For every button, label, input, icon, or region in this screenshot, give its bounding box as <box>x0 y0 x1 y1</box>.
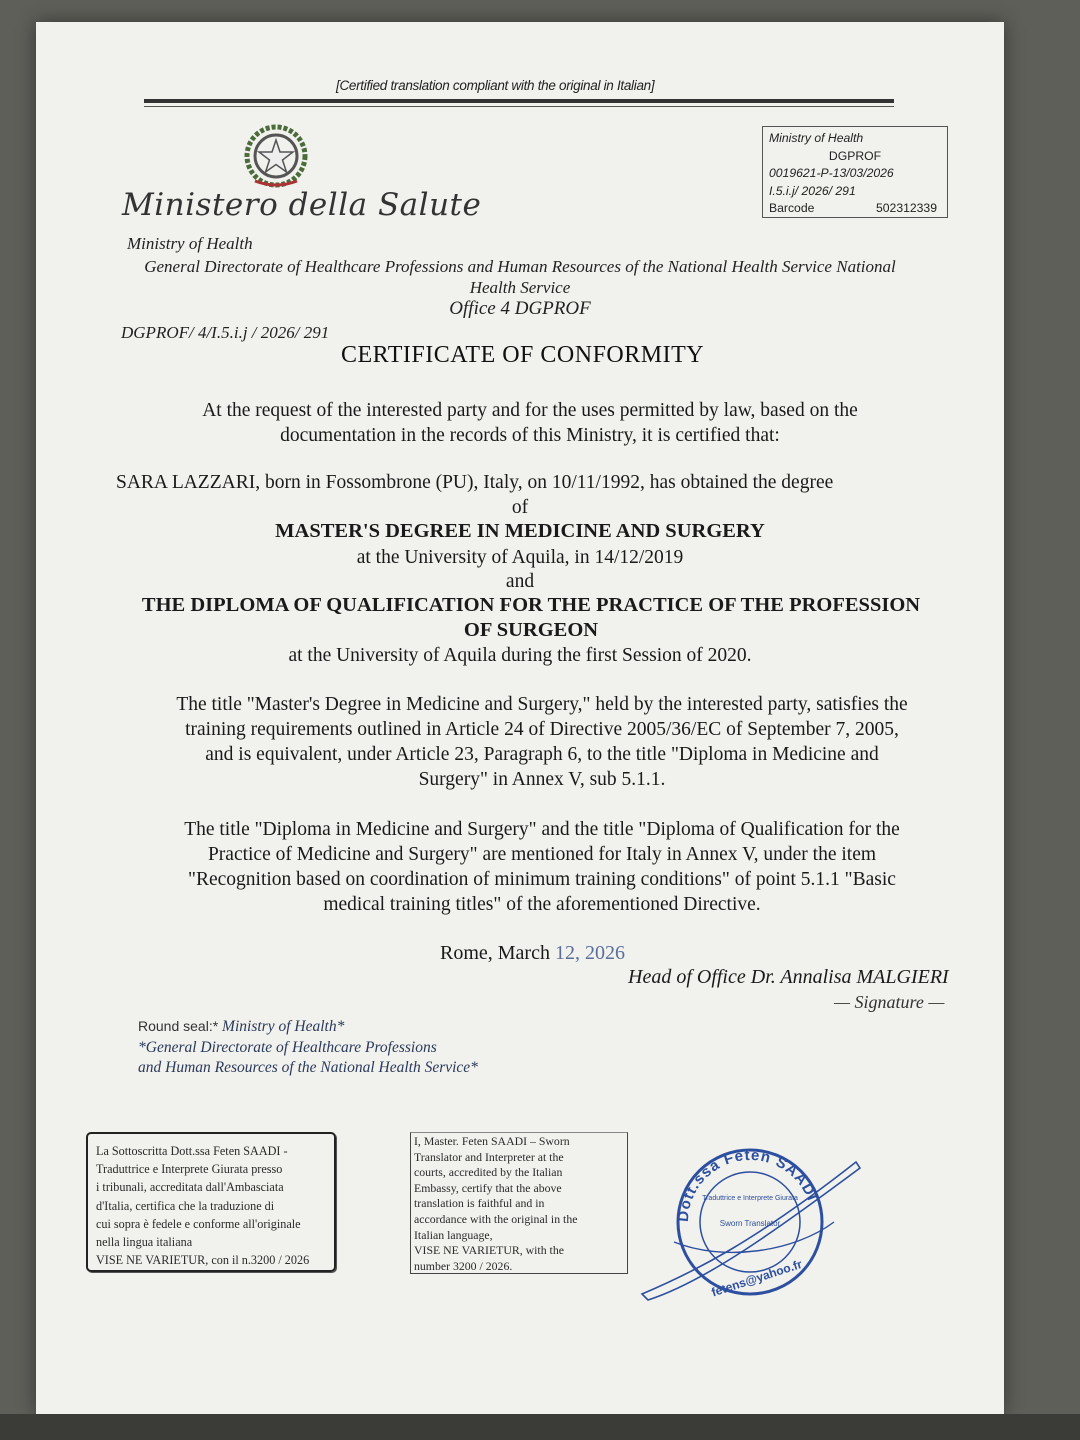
stamp-line: Traduttrice e Interprete Giurata presso <box>96 1162 283 1177</box>
place-date-prefix: Rome, March <box>440 942 555 964</box>
round-seal-note <box>138 1016 478 1079</box>
stamp-line: Embassy, certify that the above <box>414 1180 562 1195</box>
text-line: "Recognition based on coordination of minimum training conditions" of point 5.1.1 "Basic <box>188 869 896 890</box>
stamp-line: translation is faithful and in <box>414 1196 545 1211</box>
barcode-row <box>769 200 941 218</box>
text-line: medical training titles" of the aforementioned Directive. <box>323 894 761 915</box>
text-line: At the request of the interested party and for the uses permitted by law, based on the <box>202 400 858 421</box>
ministry-logotype: Ministero della Salute <box>122 187 482 223</box>
signature-placeholder: — Signature — <box>834 992 945 1012</box>
translator-stamp-italian <box>86 1132 336 1272</box>
translator-round-seal-icon <box>634 1122 864 1308</box>
stamp-line: VISE NE VARIETUR, con il n.3200 / 2026 <box>96 1253 310 1268</box>
stamp-line: nella lingua italiana <box>96 1235 193 1250</box>
seal-note-line: Ministry of Health* <box>218 1018 345 1035</box>
stamp-line: I, Master. Feten SAADI – Sworn <box>414 1134 570 1148</box>
directorate-name <box>36 256 1004 298</box>
document-page <box>36 22 1004 1414</box>
connector-and: and <box>505 571 535 592</box>
annex-paragraph <box>116 817 968 917</box>
head-of-office: Head of Office Dr. Annalisa MALGIERI <box>628 966 949 988</box>
intro-paragraph <box>146 398 914 448</box>
protocol-box <box>762 126 948 218</box>
office-name: Office 4 DGPROF <box>449 298 591 319</box>
photo-bottom-edge <box>0 1414 1080 1440</box>
seal-email: fetens@yahoo.fr <box>709 1256 804 1300</box>
handwritten-date: 12, 2026 <box>554 942 625 964</box>
text-line: The title "Diploma in Medicine and Surgery" and the title "Diploma of Qualification for the <box>184 819 900 840</box>
certified-translation-note: [Certified translation compliant with the original in Italian] <box>336 78 655 93</box>
barcode-value: 502312339 <box>875 201 937 215</box>
stamp-line: VISE NE VARIETUR, with the <box>414 1243 564 1258</box>
reference-number: DGPROF/ 4/I.5.i.j / 2026/ 291 <box>121 323 330 342</box>
translator-stamp-english <box>410 1132 628 1274</box>
text-line: THE DIPLOMA OF QUALIFICATION FOR THE PRACTICE OF THE PROFESSION <box>141 594 921 616</box>
directorate-line: Health Service <box>469 278 571 297</box>
seal-ring-text: Dott.ssa Feten SAADI <box>674 1146 821 1223</box>
directorate-line: General Directorate of Healthcare Professions and Human Resources of the National Health Service National <box>144 257 896 276</box>
protocol-box-title: Ministry of Health <box>769 131 864 145</box>
stamp-line: number 3200 / 2026. <box>414 1258 513 1273</box>
stamp-line: La Sottoscritta Dott.ssa Feten SAADI - <box>96 1144 288 1158</box>
barcode-label: Barcode <box>769 201 815 215</box>
degree-university: at the University of Aquila, in 14/12/2019 <box>356 547 684 568</box>
text-line: OF SURGEON <box>463 619 599 641</box>
stamp-line: Translator and Interpreter at the <box>414 1149 564 1164</box>
stamp-line: accordance with the original in the <box>414 1211 578 1226</box>
connector-of: of <box>511 497 529 518</box>
stamp-line: courts, accredited by the Italian <box>414 1165 563 1180</box>
protocol-number: 0019621-P-13/03/2026 <box>769 166 894 180</box>
text-line: training requirements outlined in Article 24 of Directive 2005/36/EC of September 7, 2005, <box>185 719 899 740</box>
text-line: and is equivalent, under Article 23, Paragraph 6, to the title "Diploma in Medicine and <box>205 744 879 765</box>
seal-note-line: and Human Resources of the National Health Service* <box>138 1059 478 1076</box>
seal-center-text: Sworn Translator <box>719 1219 781 1228</box>
diploma-university: at the University of Aquila during the first Session of 2020. <box>288 645 752 666</box>
certificate-title: CERTIFICATE OF CONFORMITY <box>341 342 705 368</box>
person-name: SARA LAZZARI, <box>116 472 261 493</box>
stamp-line: cui sopra è fedele e conforme all'originale <box>96 1216 301 1231</box>
protocol-box-dept: DGPROF <box>828 148 882 163</box>
stamp-line: Italian language, <box>414 1227 493 1242</box>
text-line: The title "Master's Degree in Medicine and Surgery," held by the interested party, satisfies the <box>176 694 908 715</box>
person-details: born in Fossombrone (PU), Italy, on 10/11/1992, has obtained the degree <box>260 472 834 493</box>
text-line: documentation in the records of this Ministry, it is certified that: <box>280 425 780 446</box>
ministry-name-en: Ministry of Health <box>127 234 253 253</box>
seal-inner-text: Traduttrice e Interprete Giurata <box>702 1195 798 1202</box>
place-and-date <box>440 942 625 965</box>
header-rule <box>144 99 894 103</box>
person-statement <box>116 470 968 495</box>
text-line: Practice of Medicine and Surgery" are mentioned for Italy in Annex V, under the item <box>207 844 877 865</box>
stamp-line: d'Italia, certifica che la traduzione di <box>96 1198 275 1213</box>
stamp-line: i tribunali, accreditata dall'Ambasciata <box>96 1180 284 1195</box>
text-line: Surgery" in Annex V, sub 5.1.1. <box>418 769 666 790</box>
protocol-classification: I.5.i.j/ 2026/ 291 <box>769 183 856 198</box>
equivalence-paragraph <box>116 692 968 792</box>
header-rule-thin <box>144 106 894 107</box>
degree-title: MASTER'S DEGREE IN MEDICINE AND SURGERY <box>275 520 765 542</box>
seal-note-label: Round seal:* <box>138 1018 219 1034</box>
diploma-title <box>106 593 956 643</box>
seal-note-line: *General Directorate of Healthcare Professions <box>138 1038 437 1056</box>
italian-republic-emblem-icon <box>243 123 309 189</box>
